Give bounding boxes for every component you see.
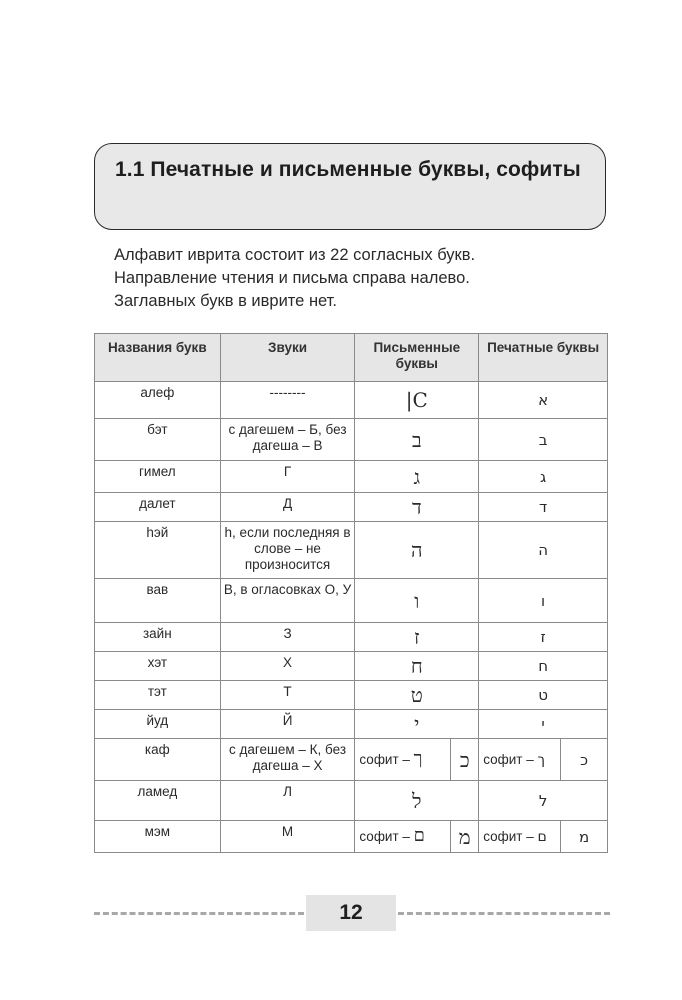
table-row (95, 461, 608, 493)
alphabet-table (94, 333, 608, 853)
letter-sound: h, если последняя в слове – не произносится (220, 522, 355, 579)
printed-letter: ח (479, 652, 608, 681)
written-sofit (355, 739, 451, 781)
table-row (95, 710, 608, 739)
letter-name: тэт (95, 681, 221, 710)
table-row (95, 821, 608, 853)
table-row (95, 681, 608, 710)
written-letter: ז (355, 623, 479, 652)
letter-name: ламед (95, 781, 221, 821)
printed-letter: ד (479, 493, 608, 522)
written-letter: ט (355, 681, 479, 710)
letter-sound: с дагешем – К, без дагеша – Х (220, 739, 355, 781)
letter-name: гимел (95, 461, 221, 493)
written-letter: ו (355, 579, 479, 623)
letter-sound: Й (220, 710, 355, 739)
written-letter: ג (355, 461, 479, 493)
table-row (95, 623, 608, 652)
sofit-label: софит – (359, 752, 410, 767)
letter-name: йуд (95, 710, 221, 739)
sofit-label: софит – (359, 829, 410, 844)
letter-sound: -------- (220, 382, 355, 419)
written-letter: כ (451, 739, 479, 781)
table-row (95, 382, 608, 419)
letter-name: далет (95, 493, 221, 522)
letter-sound: Х (220, 652, 355, 681)
table-row (95, 493, 608, 522)
letter-name: зайн (95, 623, 221, 652)
written-letter: מ (451, 821, 479, 853)
printed-sofit (479, 821, 561, 853)
intro-line: Направление чтения и письма справа налево. (114, 269, 470, 287)
intro-text (114, 244, 475, 313)
printed-letter: ט (479, 681, 608, 710)
table-row (95, 781, 608, 821)
intro-line: Алфавит иврита состоит из 22 согласных букв. (114, 246, 476, 264)
written-letter: ב (355, 419, 479, 461)
letter-sound: М (220, 821, 355, 853)
printed-letter: ו (479, 579, 608, 623)
letter-sound: З (220, 623, 355, 652)
letter-name: hэй (95, 522, 221, 579)
printed-sofit-letter: ם (537, 828, 547, 845)
letter-name: мэм (95, 821, 221, 853)
printed-letter: ג (479, 461, 608, 493)
printed-sofit (479, 739, 561, 781)
printed-letter: א (479, 382, 608, 419)
dashed-rule-left (94, 912, 304, 915)
header-name: Названия букв (95, 334, 221, 382)
written-letter: ה (355, 522, 479, 579)
table-row (95, 579, 608, 623)
section-title-box (94, 143, 606, 230)
printed-letter: כ (561, 739, 608, 781)
written-letter: י (355, 710, 479, 739)
written-sofit-letter: ך (413, 748, 423, 769)
letter-sound: Д (220, 493, 355, 522)
header-written: Письменные буквы (355, 334, 479, 382)
letter-name: каф (95, 739, 221, 781)
table-row (95, 739, 608, 781)
printed-sofit-letter: ך (537, 751, 545, 768)
printed-letter: ב (479, 419, 608, 461)
letter-sound: В, в огласовках О, У (220, 579, 355, 623)
written-sofit-letter: ם (413, 825, 425, 846)
letter-sound: Г (220, 461, 355, 493)
letter-name: хэт (95, 652, 221, 681)
printed-letter: ל (479, 781, 608, 821)
header-printed: Печатные буквы (479, 334, 608, 382)
letter-name: бэт (95, 419, 221, 461)
written-letter: ד (355, 493, 479, 522)
letter-sound: с дагешем – Б, без дагеша – В (220, 419, 355, 461)
letter-name: алеф (95, 382, 221, 419)
sofit-label: софит – (483, 751, 534, 767)
page-footer (94, 893, 610, 931)
written-letter: ח (355, 652, 479, 681)
section-title: 1.1 Печатные и письменные буквы, софиты (115, 158, 581, 181)
page-number: 12 (306, 895, 396, 931)
sofit-label: софит – (483, 828, 534, 844)
written-sofit (355, 821, 451, 853)
table-row (95, 419, 608, 461)
written-letter: |C (355, 382, 479, 419)
printed-letter: י (479, 710, 608, 739)
printed-letter: ז (479, 623, 608, 652)
table-row (95, 652, 608, 681)
letter-name: вав (95, 579, 221, 623)
written-letter: ל (355, 781, 479, 821)
table-header-row (95, 334, 608, 382)
letter-sound: Т (220, 681, 355, 710)
table-row (95, 522, 608, 579)
header-sound: Звуки (220, 334, 355, 382)
dashed-rule-right (398, 912, 610, 915)
intro-line: Заглавных букв в иврите нет. (114, 292, 337, 310)
printed-letter: מ (561, 821, 608, 853)
letter-sound: Л (220, 781, 355, 821)
printed-letter: ה (479, 522, 608, 579)
